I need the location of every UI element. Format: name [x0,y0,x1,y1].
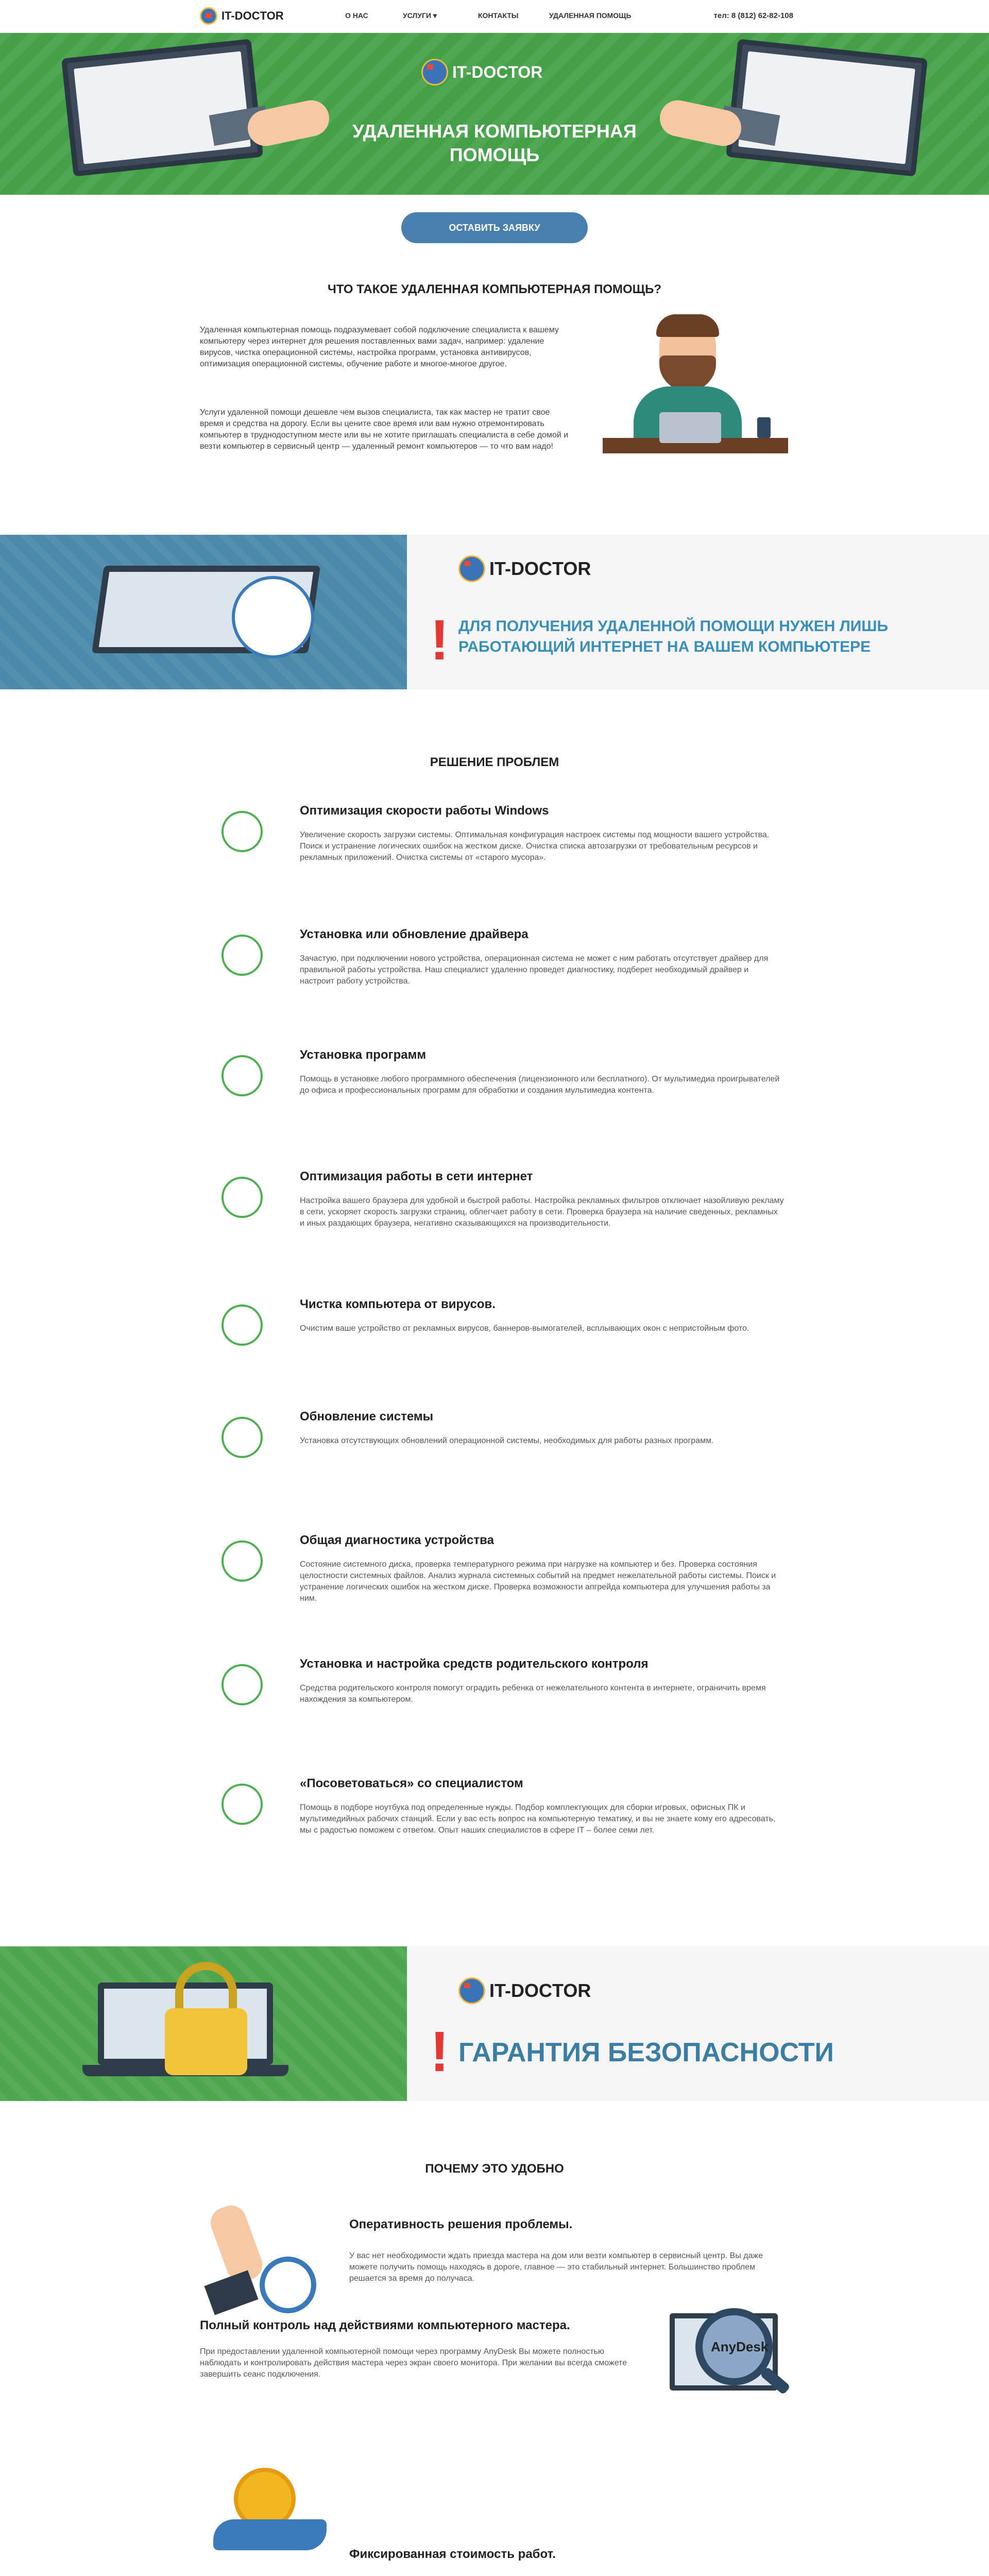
service-text: Настройка вашего браузера для удобной и быстрой работы. Настройка рекламных фильтров отключает назойливую рекламу в сети, ускоряет скорость загрузки страниц, облегчает работу в сети. Проверка браузера на наличие сведенных, рекламных и иных раздающих браузера, негативно сказывающихся на производительности. [300,1196,784,1228]
banner1-logo-text: IT-DOCTOR [489,558,591,579]
about-text-2: Услуги удаленной помощи дешевле чем вызов специалиста, так как мастер не тратит свое время и средства на дорогу. Если вы цените свое время или вам нужно отремонтировать компьютер в труднодоступном месте или вы не хотите приглашать специалиста в себе домой и везти компьютер в сервисный центр — удаленный ремонт компьютеров — то что вам надо! [200,408,569,451]
banner1-line1: ДЛЯ ПОЛУЧЕНИЯ УДАЛЕННОЙ ПОМОЩИ НУЖЕН ЛИШЬ [458,618,889,635]
why-heading: ПОЧЕМУ ЭТО УДОБНО [425,2162,564,2176]
why-title-2: Полный контроль над действиями компьютерного мастера. [200,2318,570,2332]
lock-body-icon [165,2008,247,2075]
hero-title [0,120,989,167]
service-title: Общая диагностика устройства [300,1533,494,1547]
wifi-icon [232,576,314,658]
speedometer-icon [221,811,263,852]
logo-badge-icon [200,7,217,25]
anydesk-magnifier-illustration [670,2298,793,2411]
alarm-clock-illustration [208,2205,327,2318]
lock-illustration [0,1946,407,2101]
service-title: Чистка компьютера от вирусов. [300,1297,496,1311]
service-title: Обновление системы [300,1410,434,1423]
virus-icon [221,1304,263,1346]
site-logo[interactable] [200,7,284,25]
request-button[interactable]: ОСТАВИТЬ ЗАЯВКУ [401,212,588,243]
hero-section [0,33,989,195]
service-title: Оптимизация работы в сети интернет [300,1170,533,1183]
diagnostics-icon [221,1540,263,1582]
logo-text: IT-DOCTOR [221,9,284,22]
banner1-logo-badge-icon [458,555,485,582]
update-icon [221,1417,263,1458]
coin-hand-illustration [213,2468,327,2555]
parental-icon [221,1664,263,1705]
service-text: Очистим ваше устройство от рекламных вирусов, баннеров-вымогателей, всплывающих окон с непристойным фото. [300,1324,749,1333]
nav-item-remote-help[interactable]: УДАЛЕННАЯ ПОМОЩЬ [549,11,632,20]
hero-title-line1: УДАЛЕННАЯ КОМПЬЮТЕРНАЯ [352,121,637,142]
service-title: Установка программ [300,1048,427,1062]
banner1-logo [458,555,591,582]
service-title: Оптимизация скорости работы Windows [300,804,549,818]
about-heading: ЧТО ТАКОЕ УДАЛЕННАЯ КОМПЬЮТЕРНАЯ ПОМОЩЬ? [327,282,662,296]
service-text: Установка отсутствующих обновлений операционной системы, необходимых для работы разных программ. [300,1436,714,1445]
globe-icon [221,1177,263,1218]
internet-banner [0,535,989,689]
install-icon [221,1055,263,1096]
nav-item-about[interactable]: О НАС [345,11,368,20]
service-text: Средства родительского контроля помогут оградить ребенка от нежелательного контента в интернете, ограничить время нахождения за компьютером. [300,1684,766,1704]
why-title-3: Фиксированная стоимость работ. [349,2547,556,2561]
top-nav [0,0,989,33]
banner2-logo-text: IT-DOCTOR [489,1980,591,2001]
exclamation-icon: ! [430,608,449,672]
why-text-1: У вас нет необходимости ждать приезда мастера на дом или везти компьютер в сервисный центр. Вы даже можете получить помощь находясь в дороге, главное — это стабильный интернет. Большинство проблем решается за время до получаса. [349,2251,763,2283]
banner2-text: ГАРАНТИЯ БЕЗОПАСНОСТИ [458,2038,834,2067]
consult-icon [221,1784,263,1825]
service-text: Помощь в подборе ноутбука под определенные нужды. Подбор комплектующих для сборки игровых, офисных ПК и мультимедийных рабочих станций. Если у вас есть вопрос на компьютерную тематику, и вы не знаете кому его адресовать, мы с радостью поможем с ответом. Опыт наших специалистов в сфере IT – более семи лет. [300,1803,776,1835]
service-text: Увеличение скорость загрузки системы. Оптимальная конфигурация настроек системы под мощности вашего устройства. Поиск и устранение логических ошибок на жестком диске. Очистка списка автозагрузки от требовательным ресурсов и рекламных приложений. Очистка системы от «старого мусора». [300,831,770,862]
hero-logo-badge-icon [421,59,448,86]
banner1-text [458,616,922,657]
anydesk-label: AnyDesk [711,2339,769,2354]
hero-logo-text: IT-DOCTOR [452,62,543,81]
security-banner [0,1946,989,2101]
refresh-icon [221,935,263,976]
service-title: Установка и настройка средств родительского контроля [300,1657,649,1671]
nav-item-services[interactable]: УСЛУГИ ▾ [403,11,437,20]
wifi-illustration [0,535,407,689]
banner2-logo-badge-icon [458,1977,485,2004]
banner1-line2: РАБОТАЮЩИЙ ИНТЕРНЕТ НА ВАШЕМ КОМПЬЮТЕРЕ [458,638,871,655]
exclamation-icon-2: ! [430,2020,449,2083]
service-text: Состояние системного диска, проверка температурного режима при нагрузке на компьютер и без. Проверка состояния целостности системных файлов. Анализ журнала системных событий на предмет нежелательной работы системы. Поиск и устранение логических ошибок на жестком диске. Проверка возможности апгрейда компьютера для улучшения работы за ним. [300,1560,776,1603]
hero-logo [421,59,542,86]
service-title: Установка или обновление драйвера [300,927,528,941]
why-title-1: Оперативность решения проблемы. [349,2217,573,2231]
services-heading: РЕШЕНИЕ ПРОБЛЕМ [430,755,559,769]
service-title: «Посоветоваться» со специалистом [300,1776,523,1790]
nav-phone[interactable]: тел: 8 (812) 62-82-108 [713,11,793,20]
service-text: Зачастую, при подключении нового устройства, операционная система не может с ним работать отсутствует драйвер для правильной работы устройства. Наш специалист удаленно проведет диагностику, подберет необходимый драйвер и настроит работу устройства. [300,954,769,986]
service-text: Помощь в установке любого программного обеспечения (лицензионного или бесплатного). От мультимедиа проигрывателей до офиса и профессиональных программ для обработки и создания мультимедиа контента. [300,1075,780,1095]
why-text-2: При предоставлении удаленной компьютерной помощи через программу AnyDesk Вы можете полностью наблюдать и контролировать действия мастера через экран своего монитора. При желании вы всегда сможете завершить сеанс подключения. [200,2347,627,2379]
nav-item-contacts[interactable]: КОНТАКТЫ [478,11,519,20]
hero-title-line2: ПОМОЩЬ [449,144,540,165]
banner2-logo [458,1977,591,2004]
about-text-1: Удаленная компьютерная помощь подразумевает собой подключение специалиста к вашему компьютеру через интернет для решения поставленных вами задач, например: удаление вирусов, чистка операционной системы, настройка программ, установка антивирусов, оптимизация операционной системы, обучение работе и многое-многое другое. [200,326,559,368]
specialist-illustration [603,309,788,479]
